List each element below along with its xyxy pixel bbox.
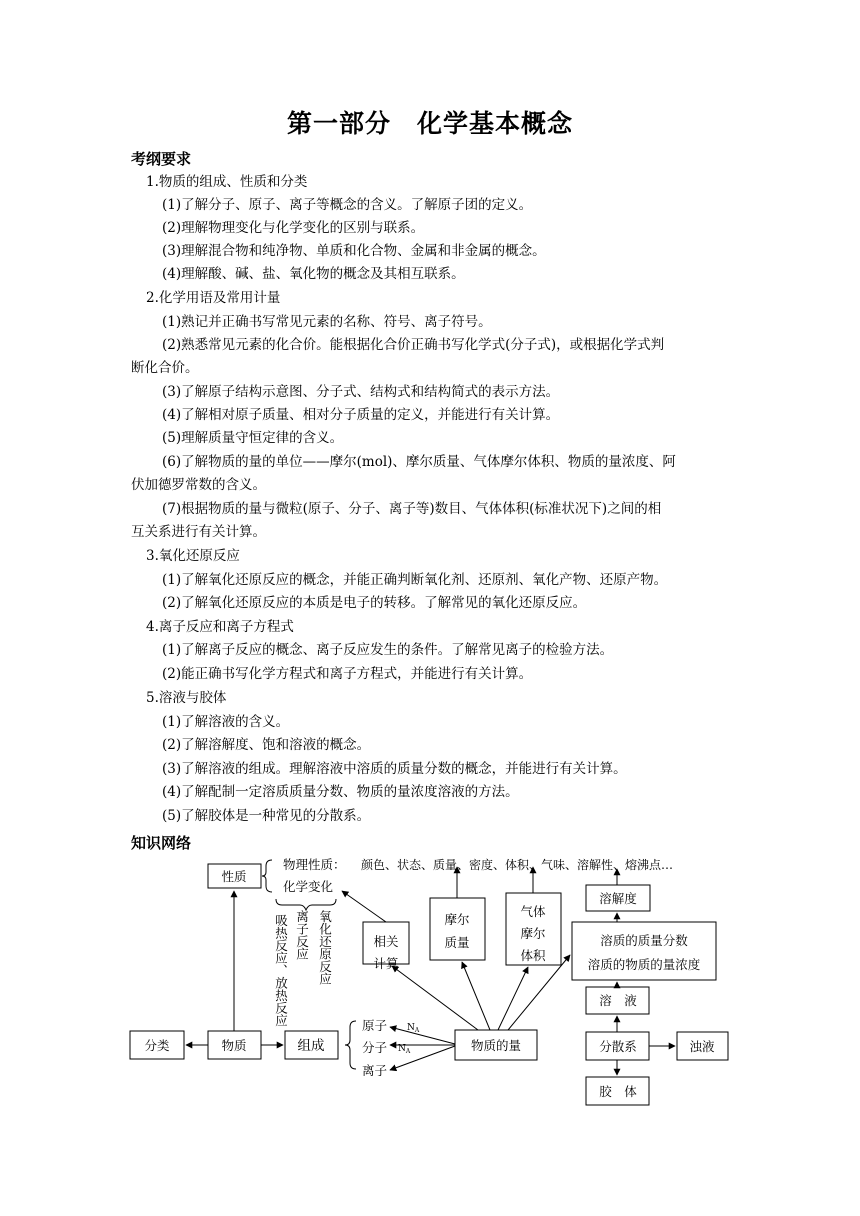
label-reaction-heat: 吸热反应、放热反应 xyxy=(273,914,289,1027)
text-line: (5)理解质量守恒定律的含义。 xyxy=(162,430,344,446)
text-line: 1.物质的组成、性质和分类 xyxy=(146,174,308,190)
text-line: 2.化学用语及常用计量 xyxy=(146,290,281,306)
label-gas-1: 气体 xyxy=(520,904,546,919)
label-reaction-ion: 离子反应 xyxy=(294,910,310,960)
label-molar-mass-1: 摩尔 xyxy=(444,912,470,927)
label-rongjiedu: 溶解度 xyxy=(599,891,637,906)
box-wuzhi xyxy=(208,1031,261,1059)
text-line: (2)能正确书写化学方程式和离子方程式，并能进行有关计算。 xyxy=(162,666,533,682)
box-molar-mass xyxy=(430,898,485,960)
label-amount: 物质的量 xyxy=(470,1038,522,1053)
arrow-amount-atom xyxy=(390,1027,455,1044)
label-xingzhi: 性质 xyxy=(221,869,247,884)
label-zucheng: 组成 xyxy=(297,1038,325,1054)
arrow-amount-concentration xyxy=(508,955,570,1030)
box-zhuoye xyxy=(677,1032,728,1060)
box-gas-volume xyxy=(506,893,561,965)
text-line: (1)熟记并正确书写常见元素的名称、符号、离子符号。 xyxy=(162,314,492,330)
box-fenlei xyxy=(130,1031,184,1059)
label-molecule: 分子 xyxy=(362,1040,388,1055)
box-concentration xyxy=(572,922,716,980)
page-title: 第一部分 化学基本概念 xyxy=(286,109,573,138)
arrow-amount-gas-volume xyxy=(498,967,528,1030)
text-line: (2)熟悉常见元素的化合价。能根据化合价正确书写化学式(分子式)，或根据化学式判 xyxy=(162,337,665,353)
brace-reactions xyxy=(276,899,336,910)
brace-properties xyxy=(262,860,272,892)
label-xiangguan-2: 计算 xyxy=(373,956,399,971)
box-jiaoti xyxy=(586,1077,649,1105)
label-reaction-redox: 氧化还原反应 xyxy=(317,910,333,985)
text-line: (1)了解离子反应的概念、离子反应发生的条件。了解常见离子的检验方法。 xyxy=(162,642,614,658)
text-line: (4)了解相对原子质量、相对分子质量的定义，并能进行有关计算。 xyxy=(162,407,560,423)
label-ion: 离子 xyxy=(362,1063,388,1078)
label-gas-3: 体积 xyxy=(520,948,546,963)
text-line: (7)根据物质的量与微粒(原子、分子、离子等)数目、气体体积(标准状况下)之间的相 xyxy=(162,501,662,517)
label-fenlei: 分类 xyxy=(144,1038,170,1053)
text-line: 4.离子反应和离子方程式 xyxy=(146,619,294,635)
box-amount xyxy=(455,1030,537,1060)
text-line: 断化合价。 xyxy=(131,360,199,376)
text-line: (4)理解酸、碱、盐、氧化物的概念及其相互联系。 xyxy=(162,266,465,282)
label-na-2: $N_A$ xyxy=(398,1044,411,1055)
text-line: (2)了解溶解度、饱和溶液的概念。 xyxy=(162,737,371,753)
arrow-amount-xiangguan xyxy=(392,966,478,1030)
label-xiangguan-1: 相关 xyxy=(373,934,399,949)
text-line: (4)了解配制一定溶质质量分数、物质的量浓度溶液的方法。 xyxy=(162,784,519,800)
text-line: (1)了解分子、原子、离子等概念的含义。了解原子团的定义。 xyxy=(162,197,533,213)
label-gas-2: 摩尔 xyxy=(520,926,546,941)
text-line: 伏加德罗常数的含义。 xyxy=(131,477,266,493)
label-physical: 物理性质： xyxy=(283,857,346,872)
arrow-xiangguan-chem xyxy=(342,891,386,922)
text-line: (1)了解氧化还原反应的概念，并能正确判断氧化剂、还原剂、氧化产物、还原产物。 xyxy=(162,572,668,588)
text-line: (3)了解溶液的组成。理解溶液中溶质的质量分数的概念，并能进行有关计算。 xyxy=(162,761,627,777)
box-xiangguan xyxy=(363,922,409,964)
text-line: (2)理解物理变化与化学变化的区别与联系。 xyxy=(162,220,425,236)
label-molar-mass-2: 质量 xyxy=(444,935,470,950)
label-wuzhi: 物质 xyxy=(221,1038,247,1053)
text-line: 3.氧化还原反应 xyxy=(146,548,240,564)
text-line: 5.溶液与胶体 xyxy=(146,690,227,706)
box-rongye xyxy=(586,987,649,1014)
label-na-1: $N_A$ xyxy=(407,1023,420,1034)
label-physical-list: 颜色、状态、质量、密度、体积、气味、溶解性、熔沸点… xyxy=(361,858,674,872)
box-xingzhi xyxy=(208,864,261,888)
label-rongye: 溶 液 xyxy=(599,993,637,1008)
box-rongjiedu xyxy=(586,885,650,911)
section-heading-knowledge-network: 知识网络 xyxy=(131,834,192,852)
text-line: (2)了解氧化还原反应的本质是电子的转移。了解常见的氧化还原反应。 xyxy=(162,595,587,611)
brace-particles xyxy=(345,1021,356,1069)
text-line: (1)了解溶液的含义。 xyxy=(162,714,290,730)
label-concentration-2: 溶质的物质的量浓度 xyxy=(587,957,701,972)
box-zucheng xyxy=(285,1031,338,1059)
arrow-amount-ion xyxy=(390,1046,455,1070)
box-fensanxi xyxy=(586,1032,649,1060)
label-fensanxi: 分散系 xyxy=(599,1039,637,1054)
label-concentration-1: 溶质的质量分数 xyxy=(600,933,688,948)
text-line: (3)理解混合物和纯净物、单质和化合物、金属和非金属的概念。 xyxy=(162,243,546,259)
label-zhuoye: 浊液 xyxy=(689,1039,715,1054)
text-line: (5)了解胶体是一种常见的分散系。 xyxy=(162,808,371,824)
section-heading-requirements: 考纲要求 xyxy=(131,150,192,168)
text-line: 互关系进行有关计算。 xyxy=(131,524,266,540)
text-line: (3)了解原子结构示意图、分子式、结构式和结构简式的表示方法。 xyxy=(162,384,560,400)
text-line: (6)了解物质的量的单位——摩尔(mol)、摩尔质量、气体摩尔体积、物质的量浓度、阿 xyxy=(162,454,676,470)
arrow-amount-molar-mass xyxy=(462,962,490,1030)
label-chem-change: 化学变化 xyxy=(283,879,334,894)
label-atom: 原子 xyxy=(362,1018,388,1033)
label-jiaoti: 胶 体 xyxy=(599,1084,637,1099)
